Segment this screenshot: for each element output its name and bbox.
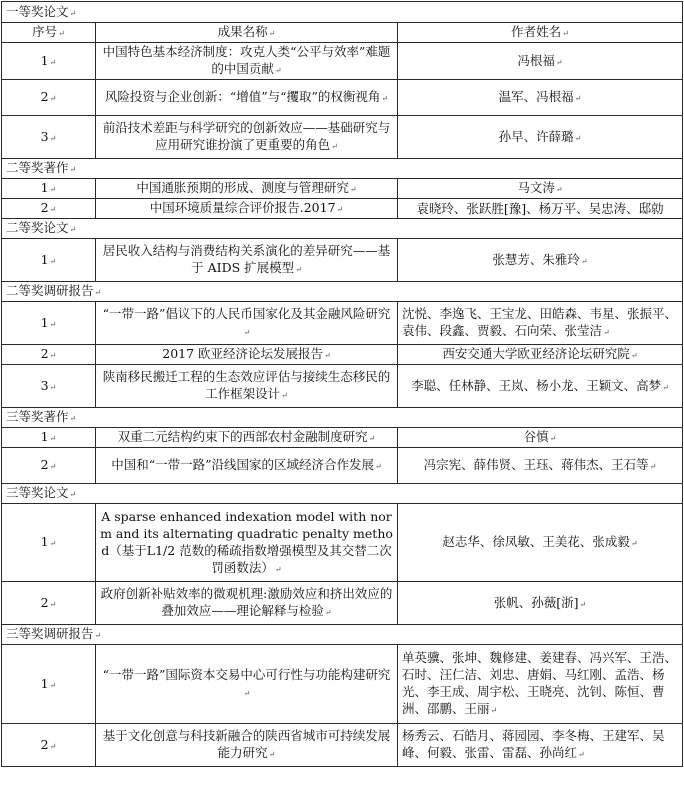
paragraph-mark-icon: ↵ — [574, 94, 582, 103]
row-title: 中国特色基本经济制度：攻克人类“公平与效率”难题的中国贡献↵ — [96, 43, 398, 80]
section-header-row — [2, 408, 683, 428]
paragraph-mark-icon: ↵ — [649, 462, 657, 471]
paragraph-mark-icon: ↵ — [375, 462, 382, 471]
row-number: 1↵ — [2, 179, 96, 199]
row-number: 1↵ — [2, 428, 96, 448]
table-row — [2, 504, 683, 582]
table-row — [2, 199, 683, 219]
paragraph-mark-icon: ↵ — [662, 382, 669, 392]
paragraph-mark-icon: ↵ — [49, 741, 57, 751]
paragraph-mark-icon: ↵ — [630, 539, 638, 548]
paragraph-mark-icon: ↵ — [555, 57, 563, 67]
row-title: 前沿技术差距与科学研究的创新效应——基础研究与应用研究谁扮演了更重要的角色↵ — [96, 116, 398, 159]
row-number: 2↵ — [2, 448, 96, 484]
paragraph-mark-icon: ↵ — [295, 265, 302, 274]
paragraph-mark-icon: ↵ — [49, 185, 57, 194]
table-row — [2, 239, 683, 282]
table-row — [2, 345, 683, 365]
table-row — [2, 302, 683, 345]
paragraph-mark-icon: ↵ — [58, 29, 65, 38]
section-title: 三等奖著作↵ — [2, 408, 683, 428]
row-number: 1↵ — [2, 504, 96, 582]
paragraph-mark-icon: ↵ — [49, 680, 57, 690]
row-title: 中国环境质量综合评价报告.2017↵ — [96, 199, 398, 219]
paragraph-mark-icon: ↵ — [324, 608, 332, 617]
paragraph-mark-icon: ↵ — [69, 8, 77, 18]
row-number: 2↵ — [2, 80, 96, 116]
row-authors: 沈悦、李逸飞、王宝龙、田皓森、韦星、张振平、袁伟、段鑫、贾毅、石向荣、张莹洁↵ — [398, 302, 683, 345]
paragraph-mark-icon: ↵ — [94, 631, 102, 640]
paragraph-mark-icon: ↵ — [603, 328, 610, 337]
section-header-row — [2, 219, 683, 239]
table-row — [2, 365, 683, 408]
paragraph-mark-icon: ↵ — [49, 351, 57, 360]
awards-table — [1, 1, 683, 767]
row-title: 陕南移民搬迁工程的生态效应评估与接续生态移民的工作框架设计↵ — [96, 365, 398, 408]
paragraph-mark-icon: ↵ — [381, 94, 389, 103]
paragraph-mark-icon: ↵ — [49, 599, 57, 609]
row-authors: 杨秀云、石皓月、蒋园园、李冬梅、王建军、吴峰、何毅、张雷、雷磊、孙尚红↵ — [398, 724, 683, 767]
row-number: 1↵ — [2, 645, 96, 724]
table-row — [2, 116, 683, 159]
section-header-row — [2, 625, 683, 645]
row-authors: 张慧芳、朱雅玲↵ — [398, 239, 683, 282]
paragraph-mark-icon: ↵ — [549, 434, 557, 443]
paragraph-mark-icon: ↵ — [281, 391, 288, 400]
row-title: “一带一路”国际资本交易中心可行性与功能构建研究↵ — [96, 645, 398, 724]
row-authors: 李聪、任林静、王岚、杨小龙、王颖文、高梦↵ — [398, 365, 683, 408]
section-header-row — [2, 484, 683, 504]
row-authors: 西安交通大学欧亚经济论坛研究院↵ — [398, 345, 683, 365]
section-title: 三等奖调研报告↵ — [2, 625, 683, 645]
row-title: A sparse enhanced indexation model with norm and its alternating quadratic penalty method（基于L1/2 范数的稀疏指数增强模型及其交替二次罚函数法）↵ — [96, 504, 398, 582]
paragraph-mark-icon: ↵ — [630, 351, 638, 360]
paragraph-mark-icon: ↵ — [243, 689, 251, 698]
table-row — [2, 43, 683, 80]
row-authors: 张帆、孙薇[浙]↵ — [398, 582, 683, 625]
paragraph-mark-icon: ↵ — [336, 205, 344, 214]
paragraph-mark-icon: ↵ — [94, 288, 102, 297]
header-authors: 作者姓名↵ — [398, 23, 683, 43]
section-title: 三等奖论文↵ — [2, 484, 683, 504]
paragraph-mark-icon: ↵ — [69, 490, 77, 499]
paragraph-mark-icon: ↵ — [580, 256, 588, 266]
paragraph-mark-icon: ↵ — [49, 382, 57, 392]
section-title: 二等奖论文↵ — [2, 219, 683, 239]
column-header-row — [2, 23, 683, 43]
section-title: 二等奖调研报告↵ — [2, 282, 683, 302]
row-number: 1↵ — [2, 302, 96, 345]
row-title: 中国和“一带一路”沿线国家的区域经济合作发展↵ — [96, 448, 398, 484]
paragraph-mark-icon: ↵ — [69, 414, 77, 423]
row-number: 2↵ — [2, 582, 96, 625]
table-row — [2, 645, 683, 724]
paragraph-mark-icon: ↵ — [69, 165, 77, 174]
paragraph-mark-icon: ↵ — [490, 706, 498, 715]
row-authors: 冯根福↵ — [398, 43, 683, 80]
paragraph-mark-icon: ↵ — [69, 225, 77, 234]
paragraph-mark-icon: ↵ — [368, 434, 376, 443]
paragraph-mark-icon: ↵ — [49, 462, 57, 471]
row-number: 1↵ — [2, 43, 96, 80]
row-number: 3↵ — [2, 365, 96, 408]
row-authors: 温军、冯根福↵ — [398, 80, 683, 116]
paragraph-mark-icon: ↵ — [243, 328, 251, 337]
paragraph-mark-icon: ↵ — [268, 750, 276, 759]
paragraph-mark-icon: ↵ — [49, 57, 57, 67]
table-row — [2, 428, 683, 448]
paragraph-mark-icon: ↵ — [49, 94, 57, 103]
paragraph-mark-icon: ↵ — [49, 133, 57, 143]
row-title: 基于文化创意与科技新融合的陕西省城市可持续发展能力研究↵ — [96, 724, 398, 767]
row-authors: 马文涛↵ — [398, 179, 683, 199]
row-number: 1↵ — [2, 239, 96, 282]
section-header-row — [2, 2, 683, 23]
header-seq: 序号↵ — [2, 23, 96, 43]
table-row — [2, 582, 683, 625]
row-number: 2↵ — [2, 724, 96, 767]
paragraph-mark-icon: ↵ — [49, 539, 57, 548]
row-title: 双重二元结构约束下的西部农村金融制度研究↵ — [96, 428, 398, 448]
paragraph-mark-icon: ↵ — [49, 256, 57, 266]
row-title: 2017 欧亚经济论坛发展报告↵ — [96, 345, 398, 365]
row-title: 居民收入结构与消费结构关系演化的差异研究——基于 AIDS 扩展模型↵ — [96, 239, 398, 282]
section-title: 一等奖论文↵ — [2, 2, 683, 23]
table-row — [2, 724, 683, 767]
row-title: 政府创新补贴效率的微观机理:激励效应和挤出效应的叠加效应——理论解释与检验↵ — [96, 582, 398, 625]
header-title: 成果名称↵ — [96, 23, 398, 43]
table-row — [2, 448, 683, 484]
table-row — [2, 80, 683, 116]
paragraph-mark-icon: ↵ — [574, 133, 582, 143]
paragraph-mark-icon: ↵ — [274, 564, 282, 574]
paragraph-mark-icon: ↵ — [349, 185, 357, 194]
row-authors: 孙早、许薛璐↵ — [398, 116, 683, 159]
paragraph-mark-icon: ↵ — [579, 599, 587, 609]
section-header-row — [2, 159, 683, 179]
row-number: 3↵ — [2, 116, 96, 159]
row-authors: 赵志华、徐凤敏、王美花、张成毅↵ — [398, 504, 683, 582]
row-authors: 袁晓玲、张跃胜[豫]、杨万平、吴忠涛、邸勍 — [398, 199, 683, 219]
paragraph-mark-icon: ↵ — [555, 185, 563, 194]
paragraph-mark-icon: ↵ — [324, 351, 331, 360]
row-title: “一带一路”倡议下的人民币国家化及其金融风险研究↵ — [96, 302, 398, 345]
table-row — [2, 179, 683, 199]
row-title: 中国通胀预期的形成、测度与管理研究↵ — [96, 179, 398, 199]
paragraph-mark-icon: ↵ — [274, 66, 282, 75]
paragraph-mark-icon: ↵ — [49, 434, 57, 443]
section-header-row — [2, 282, 683, 302]
row-authors: 谷慎↵ — [398, 428, 683, 448]
paragraph-mark-icon: ↵ — [331, 142, 338, 151]
row-number: 2↵ — [2, 345, 96, 365]
paragraph-mark-icon: ↵ — [562, 29, 569, 38]
paragraph-mark-icon: ↵ — [49, 319, 57, 329]
row-authors: 冯宗宪、薛伟贤、王珏、蒋伟杰、王石等↵ — [398, 448, 683, 484]
paragraph-mark-icon: ↵ — [578, 750, 585, 759]
paragraph-mark-icon: ↵ — [49, 205, 57, 214]
row-title: 风险投资与企业创新：“增值”与“攫取”的权衡视角↵ — [96, 80, 398, 116]
row-number: 2↵ — [2, 199, 96, 219]
section-title: 二等奖著作↵ — [2, 159, 683, 179]
paragraph-mark-icon: ↵ — [268, 29, 276, 38]
row-authors: 单英骥、张坤、魏修建、姜建春、冯兴军、王浩、石时、汪仁洁、刘忠、唐娟、马红刚、孟浩、杨光、李王成、周宇松、王晓亮、沈钊、陈恒、曹洲、邵鹏、王丽↵ — [398, 645, 683, 724]
